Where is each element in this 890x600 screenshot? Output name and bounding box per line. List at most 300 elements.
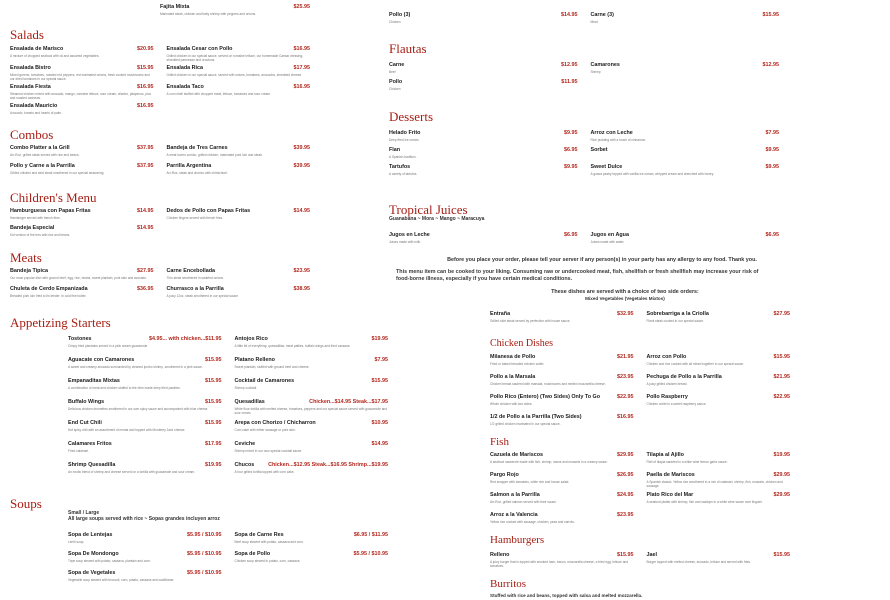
- menu-item-desc: Meat: [590, 20, 598, 24]
- menu-item-desc: Avocado, tomato and hearts of palm.: [10, 111, 63, 115]
- menu-item[interactable]: [68, 420, 222, 441]
- menu-item[interactable]: [167, 65, 311, 84]
- menu-item-row: [591, 147, 780, 154]
- menu-items-grid: [490, 311, 790, 329]
- menu-item[interactable]: [490, 374, 634, 394]
- menu-item-name: Pollo Rico (Entero) (Two Sides) Only To Go: [490, 394, 601, 400]
- menu-item-desc: Beef soup stewed with potato, cassava and corn.: [234, 540, 304, 544]
- menu-item-desc: Red snapper with tomatoes, white rice and house salad.: [490, 480, 570, 484]
- menu-item-price: $15.95: [773, 354, 790, 360]
- menu-item[interactable]: [167, 163, 311, 181]
- menu-item-name: Pollo y Carne a la Parrilla: [10, 163, 75, 169]
- menu-item-row: [490, 414, 634, 421]
- menu-item-desc: Yellow rice cooked with sausage, chicken, peas and carrots.: [490, 520, 575, 524]
- menu-item-desc: White flour tortilla with melted cheese, tomatoes, peppers and our special sauce served with guacamole and sour cream.: [234, 407, 388, 415]
- menu-item-row: [10, 145, 154, 152]
- menu-item-price: $15.95: [137, 65, 154, 71]
- menu-item[interactable]: [389, 79, 578, 96]
- menu-item[interactable]: [235, 441, 389, 462]
- menu-item-row: [235, 420, 389, 427]
- menu-item-price: $19.95: [773, 452, 790, 458]
- menu-items-grid: [10, 46, 310, 122]
- menu-item-desc: A seafood casserole made with fish, shrimp, clams and mussels in a creamy sauce.: [490, 460, 608, 464]
- menu-item-desc: Marinated steak, chicken and baby shrimp with peppers and onions.: [160, 12, 257, 16]
- menu-item-name: Aguacate con Camarones: [68, 357, 135, 363]
- menu-item-row: [389, 232, 578, 239]
- menu-item-price: $20.95: [137, 46, 154, 52]
- menu-item[interactable]: [647, 311, 791, 329]
- section-title: Desserts: [389, 109, 434, 124]
- menu-item[interactable]: [167, 84, 311, 103]
- menu-item[interactable]: [490, 512, 634, 532]
- menu-item-row: [647, 394, 791, 401]
- menu-item-name: Ensalada Taco: [166, 84, 204, 90]
- menu-item[interactable]: [10, 208, 154, 225]
- menu-item-price: $6.95: [564, 147, 578, 153]
- menu-item-row: [490, 472, 634, 479]
- menu-item-name: Jugos en Leche: [389, 232, 430, 238]
- menu-item-name: Cocktail de Camarones: [234, 378, 295, 384]
- menu-item-desc: A guava pastry topped with vanilla ice cream, whipped cream and drenched with honey.: [590, 172, 714, 176]
- menu-item-price: Chicken...$14.95 Steak...$17.95: [309, 399, 388, 405]
- menu-item[interactable]: [389, 232, 578, 249]
- section-title: Tropical Juices: [389, 202, 468, 217]
- menu-items-grid: [10, 145, 310, 181]
- menu-item-desc: A meat lovers combo, grilled chicken, marinated pork loin and steak.: [166, 153, 263, 157]
- menu-item-price: $14.95: [137, 225, 154, 231]
- menu-item-desc: An exotic blend of shrimp and cheese served on a tortilla with guacamole and sour cream.: [68, 470, 196, 474]
- menu-item-row: [167, 65, 311, 72]
- menu-item[interactable]: [235, 336, 389, 357]
- menu-item-name: Pechuga de Pollo a la Parrilla: [646, 374, 722, 380]
- menu-item-name: Entraña: [490, 311, 511, 317]
- menu-item[interactable]: [647, 374, 791, 394]
- menu-item-price: $16.95: [137, 84, 154, 90]
- section-title: Soups: [10, 496, 42, 511]
- menu-item-name: Calamares Fritos: [68, 441, 112, 447]
- menu-item-price: $9.95: [564, 164, 578, 170]
- menu-item[interactable]: [490, 472, 634, 492]
- menu-item-name: Empanaditas Mixtas: [68, 378, 120, 384]
- menu-item-name: Pargo Rojo: [490, 472, 519, 478]
- menu-item[interactable]: [235, 357, 389, 378]
- menu-item[interactable]: [591, 164, 780, 181]
- menu-item-price: $22.95: [773, 394, 790, 400]
- menu-item-name: Chuleta de Cerdo Empanizada: [10, 286, 88, 292]
- menu-item-desc: Grilled skirt steak served by perfection with house sauce.: [490, 319, 571, 323]
- menu-item[interactable]: [389, 164, 578, 181]
- menu-item-desc: A juicy burger that is topped with smoked ham, bacon, mozzarella cheese, a fried egg, lettuce and tomatoes.: [490, 560, 629, 568]
- menu-item[interactable]: [647, 492, 791, 512]
- right-menu-page: [389, 0, 800, 600]
- section-title: Children's Menu: [10, 190, 97, 205]
- menu-item[interactable]: [68, 378, 222, 399]
- menu-item-row: [490, 374, 634, 381]
- menu-item-name: Sobrebarriga a la Criolla: [646, 311, 709, 317]
- menu-item-desc: Thin steak smothered in sautéed onions.: [166, 276, 224, 280]
- menu-item-price: $15.95: [205, 399, 222, 405]
- menu-item-desc: Chicken fingers served with french fries.: [166, 216, 224, 220]
- menu-item-name: Pollo Raspberry: [646, 394, 688, 400]
- menu-item-price: $15.95: [205, 357, 222, 363]
- menu-item-row: [389, 130, 578, 137]
- menu-items-grid: [160, 4, 310, 22]
- menu-item[interactable]: [167, 46, 311, 65]
- menu-item-price: $16.95: [617, 414, 634, 420]
- sides-notice: These dishes are served with a choice of two side orders:: [551, 289, 699, 295]
- menu-item-desc: Lentil soup.: [68, 540, 85, 544]
- menu-item-name: Platano Relleno: [234, 357, 275, 363]
- menu-item[interactable]: [490, 311, 634, 329]
- menu-item[interactable]: [10, 225, 154, 242]
- menu-item-price: $4.95... with chicken...$11.95: [148, 336, 222, 342]
- menu-item-row: [647, 311, 791, 318]
- menu-item-name: Tartufos: [389, 164, 411, 170]
- menu-item-desc: A variety of tartufos.: [389, 172, 418, 176]
- menu-item[interactable]: [389, 130, 578, 147]
- menu-item-name: Antojos Rico: [234, 336, 268, 342]
- burritos-subtitle: Stuffed with rice and beans, topped with salsa and melted mozzarella.: [490, 593, 643, 598]
- menu-item[interactable]: [167, 208, 311, 225]
- menu-item-name: Jael: [646, 552, 657, 558]
- menu-item-price: $9.95: [564, 130, 578, 136]
- menu-item-row: [591, 232, 780, 239]
- menu-item-desc: Chicken and rice cooked with all mixed together in our special sauce.: [646, 362, 744, 366]
- menu-item[interactable]: [235, 399, 389, 420]
- section-title: Hamburgers: [490, 534, 545, 546]
- menu-item-name: Arroz con Pollo: [646, 354, 687, 360]
- menu-item-name: Carne (3): [590, 12, 614, 18]
- menu-item-row: [490, 354, 634, 361]
- menu-item[interactable]: [490, 452, 634, 472]
- menu-item-name: Milanesa de Pollo: [490, 354, 536, 360]
- menu-item[interactable]: [389, 12, 578, 29]
- menu-item[interactable]: [235, 378, 389, 399]
- menu-item-row: [389, 164, 578, 171]
- menu-item[interactable]: [490, 552, 634, 568]
- menu-item-price: $39.95: [293, 163, 310, 169]
- menu-item-price: $10.95: [371, 420, 388, 426]
- menu-item[interactable]: [647, 354, 791, 374]
- menu-items-grid: [490, 552, 790, 568]
- menu-item-price: $14.95: [561, 12, 578, 18]
- menu-items-grid: [389, 232, 779, 249]
- menu-item-row: [68, 336, 222, 343]
- menu-items-grid: [68, 336, 388, 483]
- menu-item-price: $27.95: [773, 311, 790, 317]
- section-title: Flautas: [389, 41, 427, 56]
- menu-item-row: [591, 12, 780, 19]
- menu-item-desc: A Spanish tradition.: [389, 155, 417, 159]
- menu-item-row: [235, 378, 389, 385]
- menu-item-price: $39.95: [293, 145, 310, 151]
- menu-item-row: [10, 268, 154, 275]
- menu-item[interactable]: [160, 4, 310, 22]
- menu-item[interactable]: [490, 492, 634, 512]
- menu-item[interactable]: [10, 46, 154, 65]
- section-title: Combos: [10, 127, 54, 142]
- menu-item-price: $27.95: [137, 268, 154, 274]
- menu-item[interactable]: [591, 147, 780, 164]
- menu-item-name: Ensalada Bistro: [10, 65, 51, 71]
- menu-item-desc: Steamed chicken mixed with avocado, mango, romaine lettuce, sour cream, cilantro, jalapenos, pico and roasted cashews.: [10, 92, 152, 100]
- menu-item[interactable]: [167, 268, 311, 286]
- menu-item-desc: A little bit of everything: quesadillas, meat patties, buffalo wings and fried cassava.: [234, 344, 351, 348]
- menu-item[interactable]: [235, 462, 389, 483]
- menu-item[interactable]: [10, 103, 154, 122]
- menu-item-row: [647, 374, 791, 381]
- menu-item[interactable]: [591, 62, 780, 79]
- menu-item-row: [490, 492, 634, 499]
- menu-item[interactable]: [591, 12, 780, 29]
- menu-item-name: Combo Platter a la Grill: [10, 145, 70, 151]
- menu-item-desc: A corn shell stuffed with chopped meat, lettuce, tomatoes and sour cream.: [166, 92, 271, 96]
- menu-item-row: [68, 378, 222, 385]
- menu-item[interactable]: [490, 394, 634, 414]
- menu-item-name: Ensalada Rica: [166, 65, 204, 71]
- menu-item-name: Shrimp Quesadilla: [68, 462, 116, 468]
- menu-item-name: Cazuela de Mariscos: [490, 452, 544, 458]
- menu-item-name: Ensalada Cesar con Pollo: [166, 46, 233, 52]
- menu-item[interactable]: [389, 62, 578, 79]
- menu-item-name: Chucos: [234, 462, 255, 468]
- menu-item-row: [68, 570, 222, 577]
- menu-item-name: Bandeja de Tres Carnes: [166, 145, 228, 151]
- menu-item-row: [167, 145, 311, 152]
- menu-item-desc: Burger topped with melted cheese, avocado, lettuce and served with fries.: [646, 560, 751, 564]
- menu-item-name: Ensalada de Marisco: [10, 46, 64, 52]
- menu-item-name: Sopa de Pollo: [234, 551, 271, 557]
- menu-item-row: [235, 551, 389, 558]
- menu-item[interactable]: [68, 441, 222, 462]
- menu-item-name: Pollo (3): [389, 12, 411, 18]
- menu-item-desc: A mixture of chopped seafood with oil and assorted vegetables.: [10, 54, 100, 58]
- menu-item-row: [591, 164, 780, 171]
- menu-item-price: $9.95: [765, 164, 779, 170]
- menu-item-price: $24.95: [617, 492, 634, 498]
- menu-item-desc: A four grilled tortilla topped with corn cake.: [234, 470, 295, 474]
- menu-item-row: [591, 62, 780, 69]
- menu-item-name: Dedos de Pollo con Papas Fritas: [166, 208, 251, 214]
- menu-item[interactable]: [167, 286, 311, 304]
- menu-item-name: End Cut Chili: [68, 420, 102, 426]
- section-title: Chicken Dishes: [490, 338, 554, 349]
- menu-item-name: Carne: [389, 62, 405, 68]
- menu-item-price: $17.95: [293, 65, 310, 71]
- menu-item-row: [167, 268, 311, 275]
- menu-item[interactable]: [10, 84, 154, 103]
- menu-item-price: $5.95 / $10.95: [187, 532, 222, 538]
- section-title: Meats: [10, 250, 42, 265]
- menu-item-row: [490, 311, 634, 318]
- menu-item-desc: Vegetable soup stewed with broccoli, corn, potato, cassava and cauliflower.: [68, 578, 175, 582]
- menu-item-name: 1/2 de Pollo a la Parrilla (Two Sides): [490, 414, 582, 420]
- menu-item[interactable]: [68, 462, 222, 483]
- menu-item-desc: A Spanish classic. Yellow rice smothered in a mix of calamari, shrimp, fish, mussels, chicken and sausage.: [646, 480, 783, 488]
- menu-item-name: Sopa de Lentejas: [68, 532, 113, 538]
- menu-item-price: $6.95: [765, 232, 779, 238]
- menu-item[interactable]: [10, 286, 154, 304]
- menu-item-name: Salmon a la Parrilla: [490, 492, 540, 498]
- menu-item-desc: Sweet plantain, stuffed with ground beef and cheese.: [234, 365, 310, 369]
- menu-item-row: [389, 62, 578, 69]
- menu-item-row: [235, 336, 389, 343]
- menu-item-name: Ceviche: [234, 441, 256, 447]
- menu-item-row: [167, 46, 311, 53]
- menu-item-name: Jugos en Agua: [590, 232, 629, 238]
- menu-item-row: [490, 394, 634, 401]
- menu-item-row: [235, 532, 389, 539]
- menu-item-desc: Chicken: [389, 87, 401, 91]
- menu-item-row: [68, 420, 222, 427]
- menu-item-name: Sopa de Vegetales: [68, 570, 116, 576]
- menu-item-row: [160, 4, 310, 11]
- menu-item-desc: 1/2 grilled chicken marinated in our special sauce.: [490, 422, 561, 426]
- menu-item-price: $14.95: [137, 208, 154, 214]
- menu-item[interactable]: [591, 130, 780, 147]
- menu-item[interactable]: [490, 414, 634, 434]
- menu-item[interactable]: [68, 357, 222, 378]
- menu-item-desc: Hot spicy chili with an assortment of meats and topped with Monterey Jack cheese.: [68, 428, 186, 432]
- menu-item-row: [490, 512, 634, 519]
- menu-item-row: [68, 399, 222, 406]
- menu-items-grid: [389, 62, 779, 96]
- menu-item-desc: Delicious chicken drumettes smothered in our own spicy sauce and accompanied with blue cheese.: [68, 407, 209, 411]
- menu-item-row: [647, 472, 791, 479]
- menu-item-price: $15.95: [205, 378, 222, 384]
- menu-item[interactable]: [235, 420, 389, 441]
- menu-item-desc: Arr-Roz, steak and chorizo with chimichurri.: [166, 171, 228, 175]
- menu-item-desc: Hamburger served with french fries.: [10, 216, 61, 220]
- menu-item-price: $5.95 / $10.95: [353, 551, 388, 557]
- menu-item-price: $7.95: [765, 130, 779, 136]
- soup-sizes: Small / Large: [68, 510, 100, 516]
- menu-item-name: Helado Frito: [389, 130, 421, 136]
- menu-item[interactable]: [68, 570, 222, 589]
- menu-item-price: $19.95: [371, 336, 388, 342]
- menu-item-price: $5.95 / $10.95: [187, 570, 222, 576]
- menu-item[interactable]: [10, 163, 154, 181]
- menu-item[interactable]: [647, 452, 791, 472]
- menu-item-desc: Rice pudding with a touch of cinnamon.: [590, 138, 647, 142]
- menu-item-price: $12.95: [561, 62, 578, 68]
- menu-item-name: Sopa de Carne Res: [234, 532, 284, 538]
- menu-item[interactable]: [10, 145, 154, 163]
- menu-items-grid: [389, 12, 779, 29]
- menu-item[interactable]: [647, 552, 791, 568]
- menu-item-desc: Tripe soup stewed with potato, cassava, plantain and corn.: [68, 559, 151, 563]
- menu-item-desc: Chicken: [389, 20, 401, 24]
- menu-item-name: Arroz con Leche: [590, 130, 633, 136]
- menu-item-row: [10, 46, 154, 53]
- menu-item-row: [389, 12, 578, 19]
- menu-item-price: $36.95: [137, 286, 154, 292]
- menu-item-row: [167, 163, 311, 170]
- menu-item[interactable]: [490, 354, 634, 374]
- menu-item-price: $14.95: [293, 208, 310, 214]
- menu-item-name: Tilapia al Ajillo: [646, 452, 684, 458]
- menu-item-desc: Chicken soup stewed in potato, corn, cassava.: [234, 559, 301, 563]
- menu-item-row: [10, 84, 154, 91]
- menu-item-row: [591, 130, 780, 137]
- menu-item-desc: Grilled chicken in our special sauce, served on romaine lettuce, our homemade Caesar dressing, shredded parmesan and croutons.: [166, 54, 304, 62]
- menu-item[interactable]: [591, 232, 780, 249]
- menu-item[interactable]: [68, 399, 222, 420]
- juices-subtitle: Guanabana ~ Mora ~ Mango ~ Maracuya: [389, 216, 485, 222]
- menu-item-price: $32.95: [617, 311, 634, 317]
- menu-items-grid: [490, 354, 790, 434]
- menu-items-grid: [490, 452, 790, 532]
- menu-item-row: [235, 357, 389, 364]
- menu-item-price: $25.95: [293, 4, 310, 10]
- menu-item-price: $5.95 / $10.95: [187, 551, 222, 557]
- menu-item-row: [167, 84, 311, 91]
- menu-item-name: Relleno: [490, 552, 510, 558]
- menu-item-desc: Corn cake with either sausage or pork skin.: [234, 428, 296, 432]
- menu-item-desc: Juices made with water.: [590, 240, 625, 244]
- menu-item-price: $11.95: [561, 79, 578, 85]
- menu-item-row: [68, 462, 222, 469]
- menu-item-row: [235, 441, 389, 448]
- menu-item-price: $16.95: [293, 84, 310, 90]
- menu-item-price: $29.95: [773, 492, 790, 498]
- menu-item-price: $15.95: [773, 552, 790, 558]
- menu-item-price: $16.95: [137, 103, 154, 109]
- menu-item-desc: A seafood platter with shrimp, fish and scallops in a white wine sauce over linguini.: [646, 500, 763, 504]
- menu-item-name: Quesadillas: [234, 399, 265, 405]
- menu-item-row: [167, 208, 311, 215]
- menu-item[interactable]: [235, 551, 389, 570]
- menu-item[interactable]: [68, 336, 222, 357]
- menu-item-row: [68, 551, 222, 558]
- menu-item[interactable]: [10, 268, 154, 286]
- menu-item[interactable]: [10, 65, 154, 84]
- menu-item[interactable]: [389, 147, 578, 164]
- menu-item-desc: Breaded pork loin fried to its tender. In cold fine butter.: [10, 294, 87, 298]
- menu-item[interactable]: [68, 551, 222, 570]
- menu-item-desc: Shrimp: [590, 70, 601, 74]
- menu-item-row: [235, 399, 389, 406]
- menu-item-desc: A juicy 12oz. steak smothered in our special sauce.: [166, 294, 239, 298]
- menu-item-row: [389, 147, 578, 154]
- menu-item[interactable]: [235, 532, 389, 551]
- menu-item[interactable]: [647, 394, 791, 414]
- menu-item[interactable]: [167, 145, 311, 163]
- menu-item[interactable]: [68, 532, 222, 551]
- menu-item-row: [647, 492, 791, 499]
- menu-item-desc: Whole chicken with two sides.: [490, 402, 533, 406]
- menu-item-desc: A sweet and creamy avocado surrounded by cleaned jumbo shrimp, smothered in a pink sauce.: [68, 365, 203, 369]
- menu-item-desc: Filet of tilapia sautéed in a white wine lemon garlic sauce.: [646, 460, 728, 464]
- menu-item-name: Bandeja Tipica: [10, 268, 48, 274]
- menu-item-price: $15.95: [371, 378, 388, 384]
- menu-item-desc: A combination of meat and chicken stuffed to the brim made deep fried pastries.: [68, 386, 181, 390]
- menu-item-price: $37.95: [137, 163, 154, 169]
- menu-item-price: $12.95: [762, 62, 779, 68]
- menu-item-row: [10, 65, 154, 72]
- menu-items-grid: [68, 532, 388, 589]
- menu-item-price: $23.95: [617, 512, 634, 518]
- menu-item-price: $19.95: [205, 462, 222, 468]
- menu-item-desc: Arr-Roz, grilled salmon served with their sauce.: [490, 500, 557, 504]
- menu-item[interactable]: [647, 472, 791, 492]
- menu-item-desc: Fried or baked breaded chicken cutlet.: [490, 362, 545, 366]
- menu-item-name: Bandeja Especial: [10, 225, 55, 231]
- menu-item-desc: Juices made with milk.: [389, 240, 421, 244]
- menu-item-price: $6.95: [564, 232, 578, 238]
- menu-item-name: Sopa De Mondongo: [68, 551, 119, 557]
- menu-item-desc: Kid version of the tres with rice and beans.: [10, 233, 71, 237]
